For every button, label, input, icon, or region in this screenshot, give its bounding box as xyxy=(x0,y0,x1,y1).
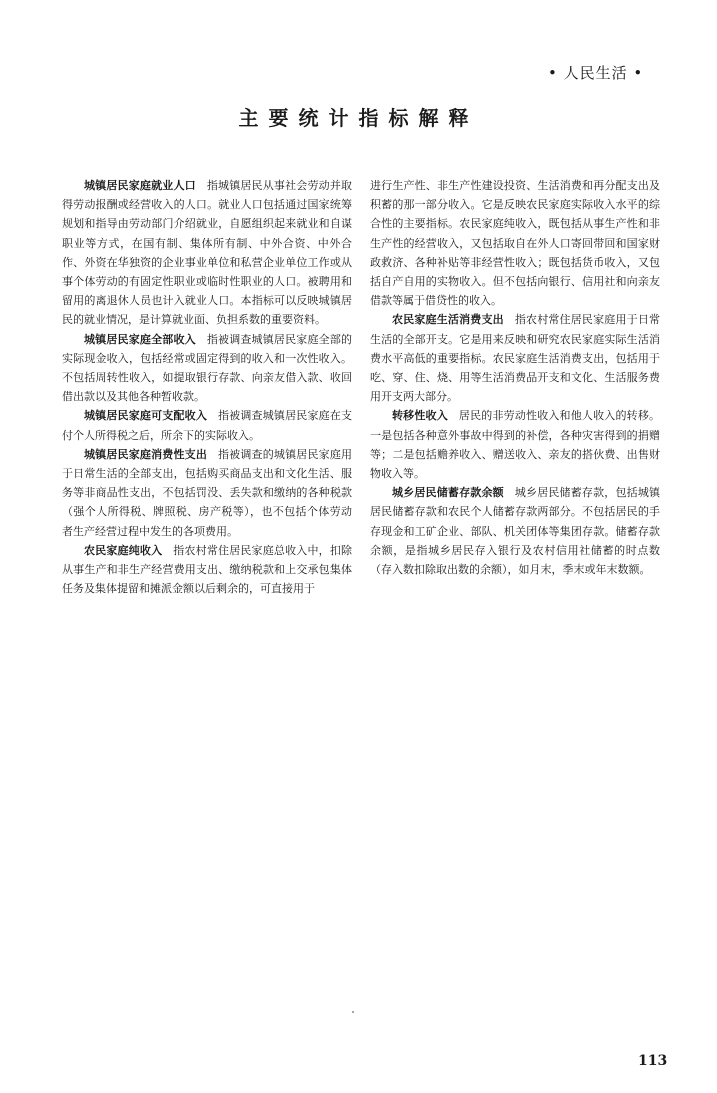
definition-text: 指农村常住居民家庭用于日常生活的全部开支。它是用来反映和研究农民家庭实际生活消费水平高低的重要指标。农民家庭生活消费支出，包括用于吃、穿、住、烧、用等生活消费品开支和文化、生活服务费用开支两大部分。 xyxy=(370,313,661,404)
definition-text: 城乡居民储蓄存款，包括城镇居民储蓄存款和农民个人储蓄存款两部分。不包括居民的手存现金和工矿企业、部队、机关团体等集团存款。储蓄存款余额，是指城乡居民存入银行及农村信用社储蓄的时点数（存入数扣除取出数的余额），如月末，季末或年末数额。 xyxy=(370,486,661,577)
section-header: • 人民生活 • xyxy=(548,64,644,82)
definition-text: 进行生产性、非生产性建设投资、生活消费和再分配支出及积蓄的那一部分收入。它是反映农民家庭实际收入水平的综合性的主要指标。农民家庭纯收入，既包括从事生产性和非生产性的经营收入，又包括取自在外人口寄回带回和国家财政救济、各种补贴等非经营性收入；既包括货币收入，又包括自产自用的实物收入。但不包括向银行、信用社和向亲友借款等属于借贷性的收入。 xyxy=(370,179,660,308)
term-label: 农民家庭生活消费支出 xyxy=(392,313,504,327)
page-number: 113 xyxy=(638,1053,668,1069)
paragraph xyxy=(370,176,660,310)
paragraph xyxy=(370,483,660,579)
definition-text: 居民的非劳动性收入和他人收入的转移。一是包括各种意外事故中得到的补偿，各种灾害得到的捐赠等；二是包括赡养收入、赠送收入、亲友的搭伙费、出售财物收入等。 xyxy=(370,409,661,481)
term-label: 转移性收入 xyxy=(392,409,448,423)
definition-text: 指被调查城镇居民家庭全部的实际现金收入，包括经常或固定得到的收入和一次性收入。不包括周转性收入，如提取银行存款、向亲友借入款、收回借出款以及其他各种暂收款。 xyxy=(62,332,353,404)
definition-text: 指被调查的城镇居民家庭用于日常生活的全部支出，包括购买商品支出和文化生活、服务等非商品性支出，不包括罚没、丢失款和缴纳的各种税款（强个人所得税、牌照税、房产税等），也不包括个体劳动者生产经营过程中发生的各项费用。 xyxy=(62,447,352,538)
page-title: 主要统计指标解释 xyxy=(238,106,479,130)
paragraph xyxy=(62,330,352,407)
term-label: 城镇居民家庭全部收入 xyxy=(84,332,196,346)
definition-text: 指被调查城镇居民家庭在支付个人所得税之后，所余下的实际收入。 xyxy=(62,409,352,442)
term-label: 农民家庭纯收入 xyxy=(84,543,163,557)
paragraph xyxy=(62,445,352,541)
paragraph xyxy=(370,406,660,483)
term-label: 城镇居民家庭可支配收入 xyxy=(84,409,207,423)
paragraph xyxy=(62,176,352,330)
term-label: 城乡居民储蓄存款余额 xyxy=(392,486,504,500)
right-column xyxy=(370,176,660,579)
term-label: 城镇居民家庭消费性支出 xyxy=(84,447,207,461)
paragraph xyxy=(370,310,660,406)
paragraph xyxy=(62,406,352,444)
paragraph xyxy=(62,541,352,599)
definition-text: 指农村常住居民家庭总收入中，扣除从事生产和非生产经营费用支出、缴纳税款和上交承包集体任务及集体提留和摊派金额以后剩余的，可直接用于 xyxy=(62,543,353,596)
scan-speck xyxy=(352,1011,354,1013)
term-label: 城镇居民家庭就业人口 xyxy=(84,179,196,192)
definition-text: 指城镇居民从事社会劳动并取得劳动报酬或经营收入的人口。就业人口包括通过国家统筹规划和指导由劳动部门介绍就业，自愿组织起来就业和自谋职业等方式，在国有制、集体所有制、中外合资、中外合作、外资在华独资的企业事业单位和私营企业单位工作或从事个体劳动的有固定性职业或临时性职业的人口。被聘用和留用的离退休人员也计入就业人口。本指标可以反映城镇居民的就业情况，是计算就业面、负担系数的重要资料。 xyxy=(62,179,353,327)
left-column xyxy=(62,176,352,598)
